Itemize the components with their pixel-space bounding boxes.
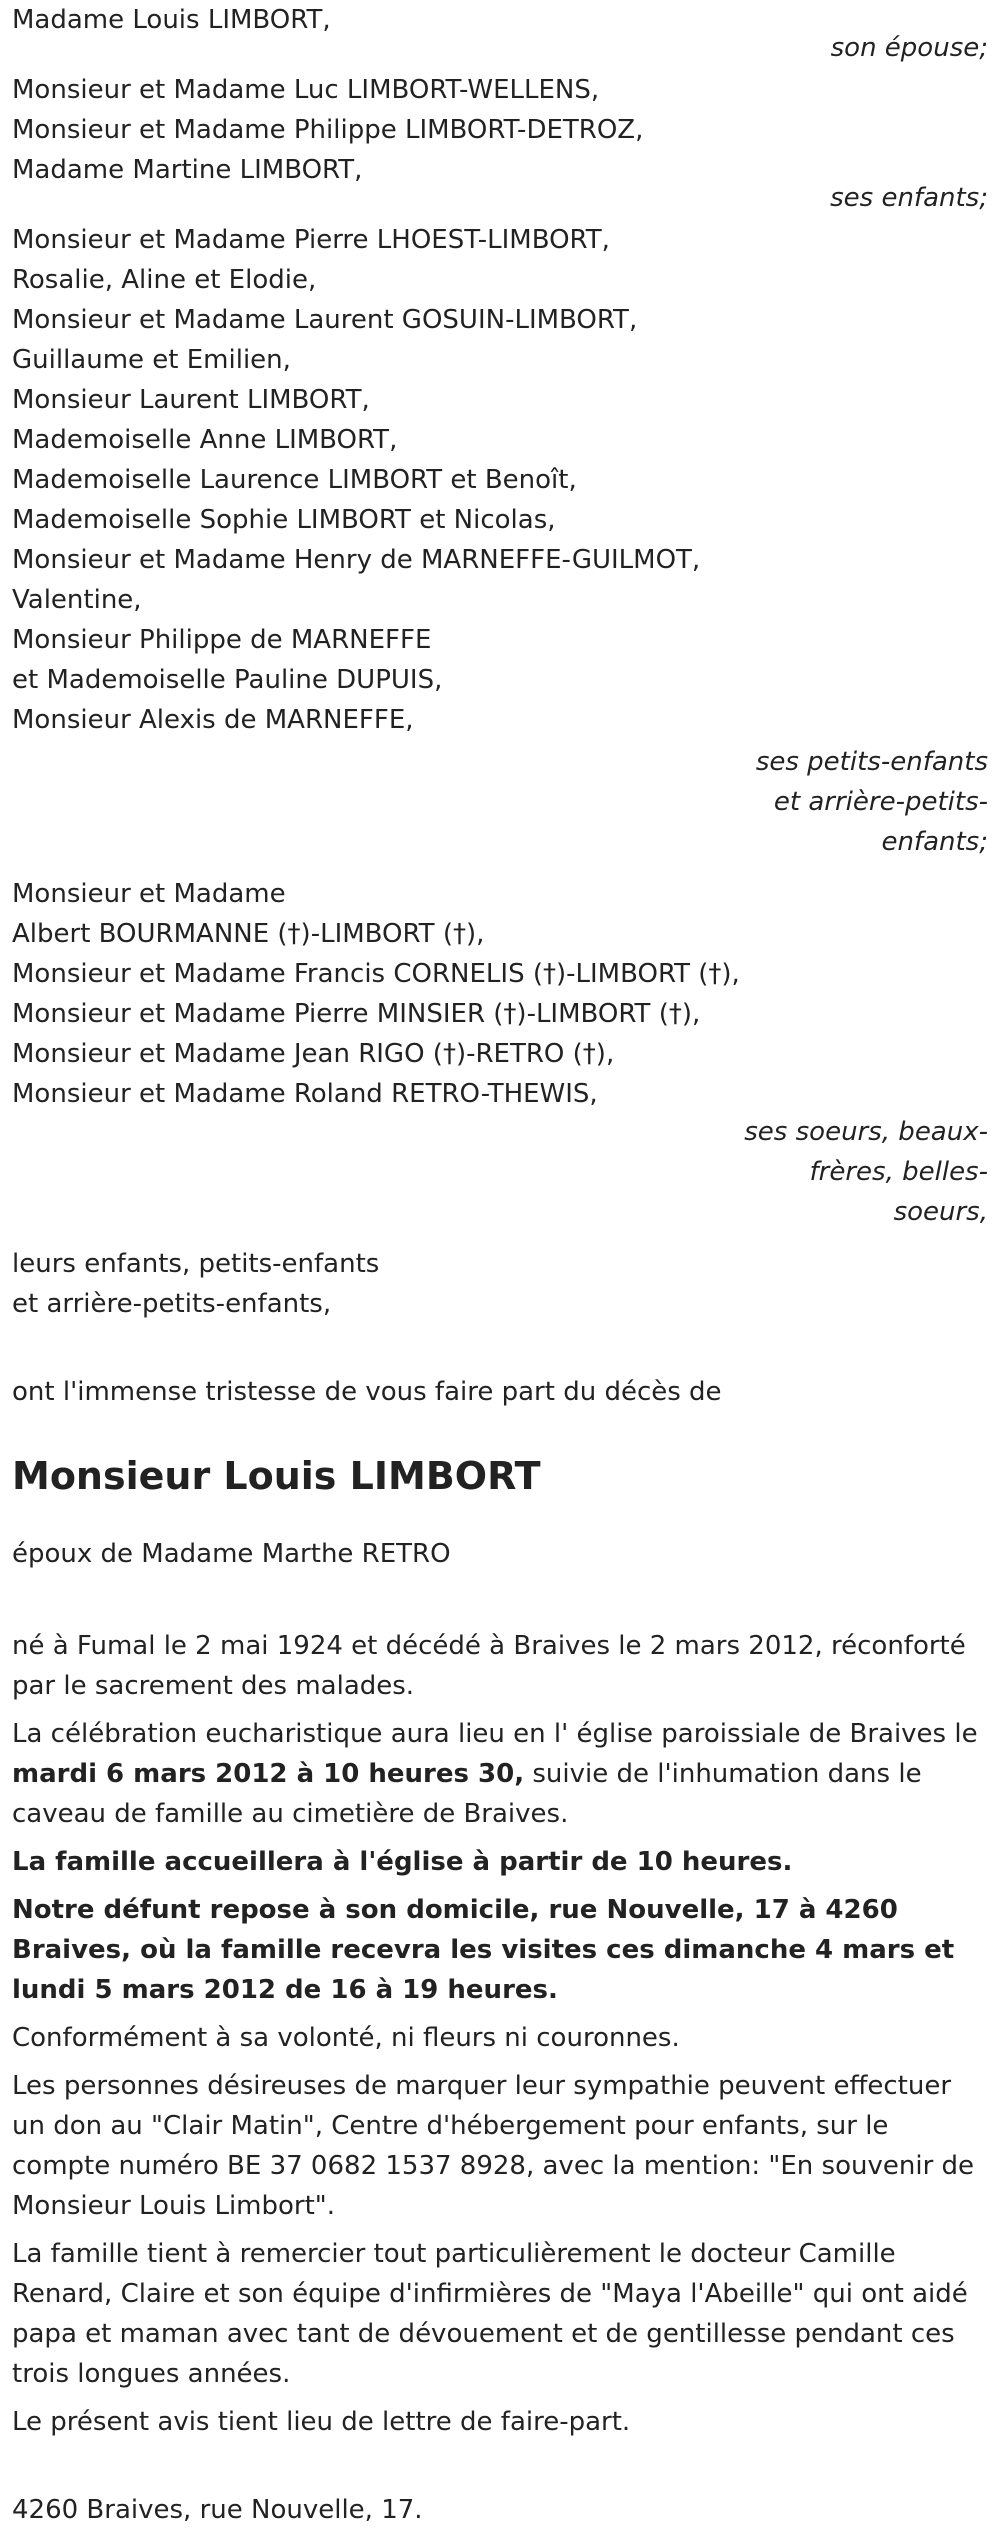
celebration-date: mardi 6 mars 2012 à 10 heures 30, xyxy=(12,1759,525,1789)
descendants-line: leurs enfants, petits-enfants xyxy=(12,1249,380,1279)
family-name-line: Rosalie, Aline et Elodie, xyxy=(12,265,317,295)
announcement-text: ont l'immense tristesse de vous faire part du décès de xyxy=(12,1377,722,1407)
family-name-line: Mademoiselle Sophie LIMBORT et Nicolas, xyxy=(12,505,556,535)
thanks-text: La famille tient à remercier tout particulièrement le docteur Camille Renard, Claire et son équipe d'infirmières de "Maya l'Abeille" qui ont aidé papa et maman avec tant de dévouement et de gentillesse pendant ces trois longues années. xyxy=(12,2239,968,2389)
deceased-name: Monsieur Louis LIMBORT xyxy=(12,1454,541,1498)
family-group-grandchildren xyxy=(12,220,988,862)
family-name-line: Mademoiselle Laurence LIMBORT et Benoît, xyxy=(12,465,577,495)
birth-death-text: né à Fumal le 2 mai 1924 et décédé à Braives le 2 mars 2012, réconforté par le sacrement des malades. xyxy=(12,1631,966,1701)
relationship-label xyxy=(12,1112,988,1232)
flowers-text: Conformément à sa volonté, ni fleurs ni couronnes. xyxy=(12,2023,680,2053)
family-name-line: et Mademoiselle Pauline DUPUIS, xyxy=(12,665,443,695)
family-group-spouse xyxy=(12,0,988,68)
family-group-children xyxy=(12,70,988,218)
welcome-text xyxy=(12,1842,992,1882)
celebration-text-after: suivie de l'inhumation dans le caveau de famille au cimetière de Braives. xyxy=(12,1759,922,1829)
family-name-line: Monsieur Philippe de MARNEFFE xyxy=(12,625,432,655)
relationship-label-line: et arrière-petits- xyxy=(773,787,988,817)
family-name-line: Madame Louis LIMBORT, xyxy=(12,5,331,35)
celebration-text-before: La célébration eucharistique aura lieu en l' église paroissiale de Braives le xyxy=(12,1719,978,1749)
notice-text: Le présent avis tient lieu de lettre de faire-part. xyxy=(12,2407,631,2437)
rest-text xyxy=(12,1890,992,2010)
address-text: 4260 Braives, rue Nouvelle, 17. xyxy=(12,2495,423,2525)
family-name-line: Monsieur et Madame Luc LIMBORT-WELLENS, xyxy=(12,75,600,105)
spouse-line: époux de Madame Marthe RETRO xyxy=(12,1539,451,1569)
family-group-siblings xyxy=(12,874,988,1232)
family-name-line: Monsieur et Madame Roland RETRO-THEWIS, xyxy=(12,1079,598,1109)
family-name-line: Monsieur et Madame Laurent GOSUIN-LIMBORT, xyxy=(12,305,638,335)
relationship-label-line: soeurs, xyxy=(893,1197,988,1227)
relationship-label xyxy=(12,742,988,862)
descendants-block xyxy=(12,1244,988,1324)
family-name-line: Monsieur et Madame Philippe LIMBORT-DETROZ, xyxy=(12,115,644,145)
family-name-line: Monsieur et Madame Pierre MINSIER (†)-LIMBORT (†), xyxy=(12,999,701,1029)
family-name-line: Monsieur Laurent LIMBORT, xyxy=(12,385,370,415)
celebration-text xyxy=(12,1714,992,1834)
family-name-line: Valentine, xyxy=(12,585,142,615)
relationship-label-line: ses petits-enfants xyxy=(755,747,988,777)
family-name-line: Madame Martine LIMBORT, xyxy=(12,155,363,185)
welcome-text-bold: La famille accueillera à l'église à partir de 10 heures. xyxy=(12,1847,793,1877)
relationship-label-line: son épouse; xyxy=(830,33,988,63)
family-name-line: Monsieur et Madame Francis CORNELIS (†)-LIMBORT (†), xyxy=(12,959,740,989)
relationship-label-line: frères, belles- xyxy=(809,1157,988,1187)
family-name-line: Monsieur et Madame Jean RIGO (†)-RETRO (†), xyxy=(12,1039,615,1069)
relationship-label-line: ses soeurs, beaux- xyxy=(744,1117,988,1147)
family-name-line: Monsieur et Madame Pierre LHOEST-LIMBORT, xyxy=(12,225,610,255)
family-name-line: Guillaume et Emilien, xyxy=(12,345,291,375)
family-name-line: Monsieur Alexis de MARNEFFE, xyxy=(12,705,414,735)
family-name-line: Mademoiselle Anne LIMBORT, xyxy=(12,425,398,455)
relationship-label-line: ses enfants; xyxy=(830,183,988,213)
family-name-line: Monsieur et Madame Henry de MARNEFFE-GUILMOT, xyxy=(12,545,701,575)
donation-text: Les personnes désireuses de marquer leur sympathie peuvent effectuer un don au "Clair Matin", Centre d'hébergement pour enfants, sur le compte numéro BE 37 0682 1537 8928, avec la mention: "En souvenir de Monsieur Louis Limbort". xyxy=(12,2071,975,2221)
family-name-line: Albert BOURMANNE (†)-LIMBORT (†), xyxy=(12,919,485,949)
relationship-label-line: enfants; xyxy=(881,827,988,857)
descendants-line: et arrière-petits-enfants, xyxy=(12,1289,332,1319)
rest-text-bold: Notre défunt repose à son domicile, rue Nouvelle, 17 à 4260 Braives, où la famille recevra les visites ces dimanche 4 mars et lundi 5 mars 2012 de 16 à 19 heures. xyxy=(12,1895,955,2005)
family-name-line: Monsieur et Madame xyxy=(12,879,286,909)
